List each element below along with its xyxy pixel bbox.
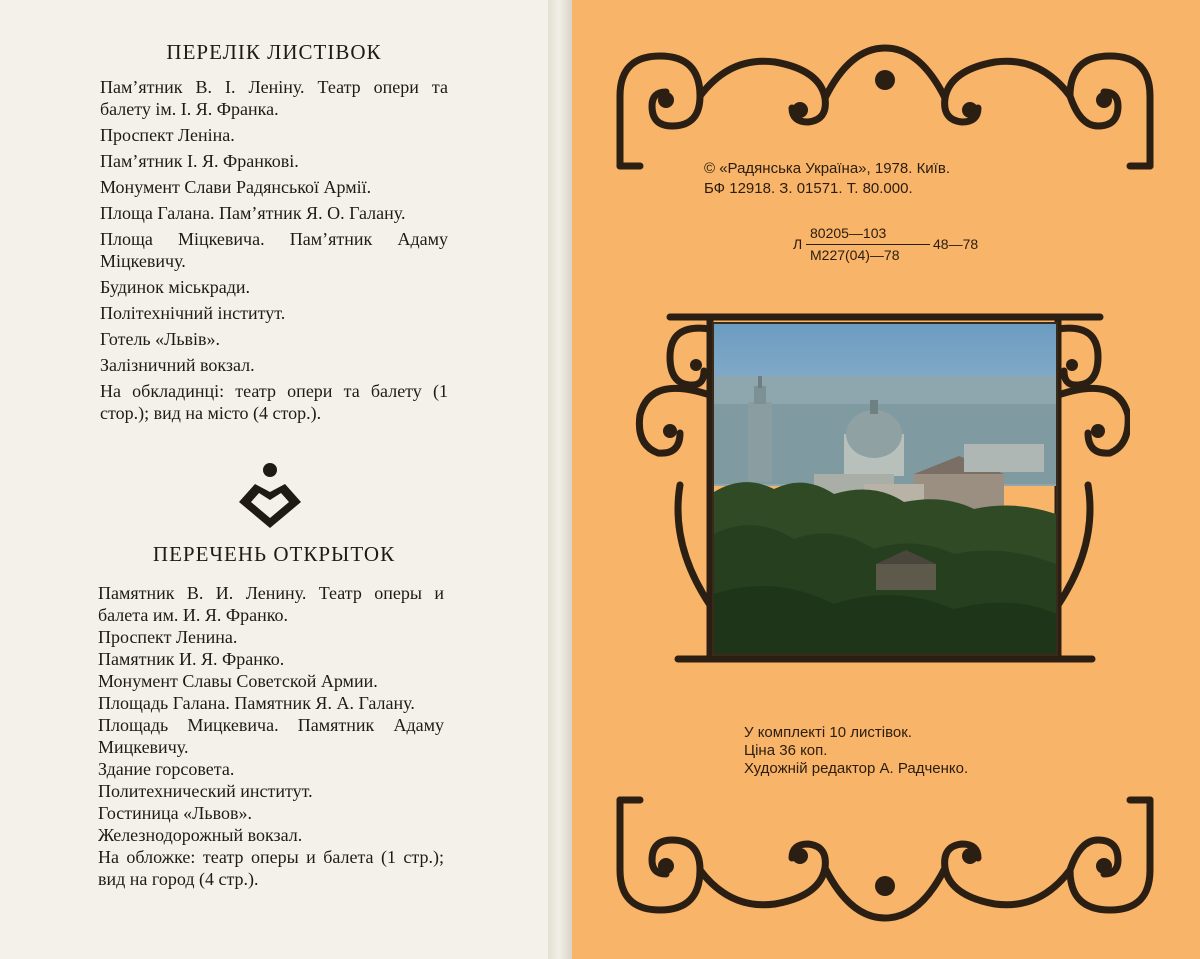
page-fold [548,0,572,959]
bottom-ornament-icon [600,790,1170,940]
index-numerator: 80205—103 [810,225,887,241]
ua-list-item: Пам’ятник В. І. Леніну. Театр опери та балету ім. І. Я. Франка. [100,77,448,119]
ru-list-item: Проспект Ленина. [98,627,238,647]
ru-list-title: ПЕРЕЧЕНЬ ОТКРЫТОК [152,542,396,566]
ru-list-item: На обложке: театр оперы и балета (1 стр.); вид на город (4 стр.). [98,847,444,889]
index-prefix: Л [793,236,803,252]
ru-list-item: Памятник И. Я. Франко. [98,649,285,669]
ru-list-item: Политехнический институт. [98,781,313,801]
ua-list-item: Монумент Слави Радянської Армії. [100,177,372,197]
ua-list-item: Залізничний вокзал. [100,355,255,375]
ua-list-item: На обкладинці: театр опери та балету (1 стор.); вид на місто (4 стор.). [100,381,448,423]
ua-list-item: Площа Міцкевича. Пам’ятник Адаму Міцкевичу. [100,229,448,271]
ru-list-item: Здание горсовета. [98,759,235,779]
top-ornament-icon [600,36,1170,176]
city-view-photo [712,322,1058,656]
index-suffix: 48—78 [933,236,979,252]
ua-postcard-list [100,76,448,428]
ua-list-item: Площа Галана. Пам’ятник Я. О. Галану. [100,203,406,223]
ru-list-item: Памятник В. И. Ленину. Театр оперы и балета им. И. Я. Франко. [98,583,444,625]
ru-list-item: Площадь Мицкевича. Памятник Адаму Мицкевичу. [98,715,444,757]
ua-list-item: Пам’ятник І. Я. Франкові. [100,151,299,171]
editor-text: Художній редактор А. Радченко. [744,760,969,777]
ru-list-item: Площадь Галана. Памятник Я. А. Галану. [98,693,415,713]
code-line: БФ 12918. З. 01571. Т. 80.000. [704,180,913,197]
ua-list-item: Будинок міськради. [100,277,251,297]
index-fraction-line [806,244,930,245]
ru-list-item: Монумент Славы Советской Армии. [98,671,378,691]
price-text: Ціна 36 коп. [744,742,828,759]
index-denominator: М227(04)—78 [810,247,900,263]
city-skyline-image [714,324,1056,654]
ru-postcard-list [98,582,444,890]
ru-list-item: Железнодорожный вокзал. [98,825,303,845]
copyright-line: © «Радянська Україна», 1978. Київ. [704,160,950,177]
set-count-text: У комплекті 10 листівок. [744,724,912,741]
ua-list-item: Проспект Леніна. [100,125,235,145]
publisher-logo-icon [235,462,305,532]
ru-list-item: Гостиница «Львов». [98,803,252,823]
ua-list-item: Політехнічний інститут. [100,303,286,323]
ua-list-item: Готель «Львів». [100,329,221,349]
ua-list-title: ПЕРЕЛІК ЛИСТІВОК [166,40,382,64]
